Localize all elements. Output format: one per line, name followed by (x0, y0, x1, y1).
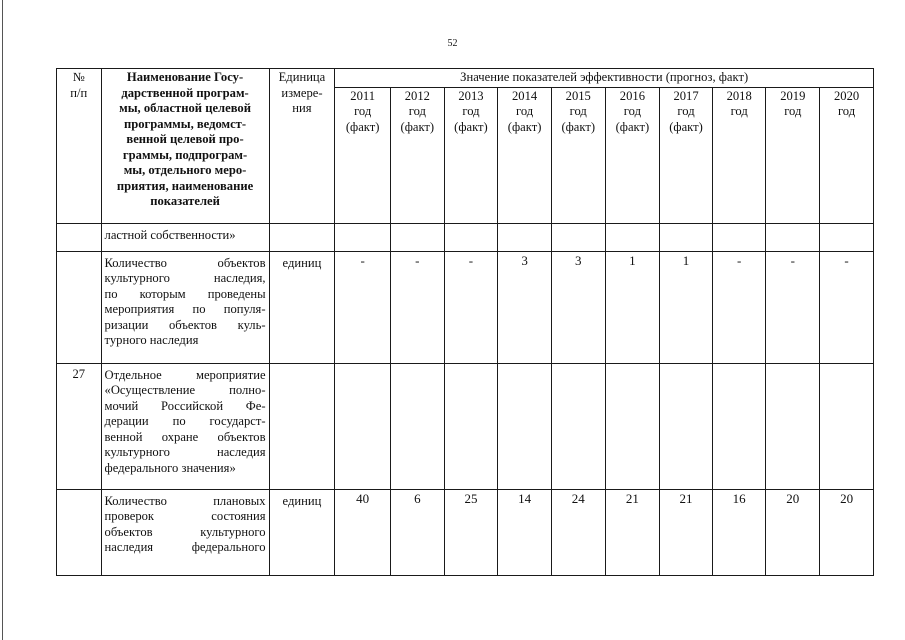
row-name-line: ризации объектов куль- (104, 317, 266, 332)
row-name-line: наследия федерального (104, 540, 266, 554)
row-value-cell (444, 363, 498, 489)
row-name-line: венной охране объектов (104, 429, 266, 444)
row-value-cell (660, 223, 713, 251)
year-header-note: (факт) (507, 119, 542, 134)
row-value-cell (660, 363, 713, 489)
row-value-cell (498, 223, 552, 251)
row-name-cell (101, 489, 269, 575)
year-header-2020 (820, 87, 874, 223)
year-header-2011 (335, 87, 391, 223)
row-name-line: культурного наследия (104, 445, 266, 459)
year-header-2016 (605, 87, 660, 223)
row-name-line: федерального значения» (104, 460, 236, 475)
row-value-cell (712, 223, 766, 251)
header-row-1 (57, 69, 874, 88)
year-header-note: (факт) (561, 119, 596, 134)
header-name-line: граммы, подпрограм- (122, 147, 248, 162)
year-header-note: (факт) (454, 119, 488, 134)
header-name-line: программы, ведомст- (124, 116, 247, 131)
row-value-cell (444, 223, 498, 251)
header-name-cell (101, 69, 269, 224)
table-row (57, 489, 874, 575)
row-value-cell: 1 (605, 251, 660, 363)
row-number-cell (57, 223, 102, 251)
row-value-cell (391, 223, 445, 251)
row-value-cell (766, 223, 820, 251)
row-name-line: мочий Российской Фе- (104, 398, 266, 413)
year-header-word: год (730, 104, 748, 118)
row-value-cell (498, 363, 552, 489)
year-header-word: год (462, 104, 480, 118)
row-value-cell (551, 223, 605, 251)
row-name-line: по которым проведены (104, 286, 266, 301)
year-header-note: (факт) (400, 119, 435, 134)
row-unit-cell (269, 223, 335, 251)
year-header-year: 2017 (673, 88, 699, 103)
year-header-word: год (408, 104, 426, 118)
row-name-line: дерации по государст- (104, 414, 266, 428)
year-header-year: 2016 (619, 88, 645, 103)
row-name-cell (101, 223, 269, 251)
year-header-word: год (784, 104, 802, 118)
indicators-table (56, 68, 874, 576)
row-name-line: Количество плановых (104, 493, 266, 508)
header-name-line: мы, областной целевой (119, 101, 251, 115)
row-value-cell: 3 (551, 251, 605, 363)
year-header-word: год (837, 104, 856, 118)
page-number: 52 (447, 38, 458, 49)
row-value-cell (551, 363, 605, 489)
year-header-note: (факт) (669, 119, 703, 134)
year-header-2015 (551, 87, 605, 223)
header-name-line: приятия, наименование (116, 178, 254, 193)
year-header-2013 (444, 87, 498, 223)
header-name-line: Наименование Госу- (126, 70, 244, 84)
row-value-cell: 21 (660, 489, 713, 575)
row-name-line: мероприятия по популя- (104, 302, 266, 316)
row-value-cell: 1 (660, 251, 713, 363)
year-header-year: 2018 (726, 88, 752, 103)
row-name-line: ластной собственности» (104, 227, 236, 242)
row-name-line: проверок состояния (104, 509, 266, 523)
row-value-cell (605, 363, 660, 489)
row-unit-cell: единиц (269, 489, 335, 575)
row-value-cell: - (335, 251, 391, 363)
header-group-title: Значение показателей эффективности (прогноз, факт) (335, 69, 874, 88)
header-unit-line: Единица (278, 70, 326, 84)
row-number-cell: 27 (57, 363, 102, 489)
table-row (57, 223, 874, 251)
row-value-cell (712, 363, 766, 489)
year-header-word: год (354, 104, 372, 118)
header-number-line: п/п (70, 85, 88, 100)
row-value-cell (335, 363, 391, 489)
row-name-line: Количество объектов (104, 255, 266, 270)
year-header-2014 (498, 87, 552, 223)
row-value-cell: 21 (605, 489, 660, 575)
page-left-edge (2, 0, 3, 640)
year-header-note: (факт) (345, 119, 380, 134)
year-header-year: 2012 (404, 88, 430, 103)
row-value-cell (391, 363, 445, 489)
header-name-line: мы, отдельного меро- (123, 163, 247, 177)
year-header-2012 (391, 87, 445, 223)
row-value-cell: 14 (498, 489, 552, 575)
row-value-cell (335, 223, 391, 251)
year-header-word: год (623, 104, 641, 118)
row-name-cell (101, 251, 269, 363)
year-header-year: 2020 (833, 88, 860, 103)
row-value-cell: 25 (444, 489, 498, 575)
year-header-2019 (766, 87, 820, 223)
row-value-cell: 3 (498, 251, 552, 363)
row-name-line: Отдельное мероприятие (104, 367, 266, 382)
row-name-line: «Осуществление полно- (104, 383, 266, 397)
row-value-cell (766, 363, 820, 489)
year-header-word: год (569, 104, 587, 118)
header-name-line: венной целевой про- (126, 132, 244, 146)
year-header-note: (факт) (615, 119, 650, 134)
year-header-year: 2015 (565, 88, 591, 103)
year-header-2017 (660, 87, 713, 223)
row-value-cell: 20 (766, 489, 820, 575)
header-unit-line: измере- (281, 85, 323, 100)
header-unit-cell (269, 69, 335, 224)
row-number-cell (57, 489, 102, 575)
table-row (57, 251, 874, 363)
row-value-cell: 6 (391, 489, 445, 575)
header-unit-line: ния (292, 101, 312, 115)
row-value-cell: - (820, 251, 874, 363)
year-header-year: 2014 (512, 88, 538, 103)
row-value-cell (820, 363, 874, 489)
row-value-cell: - (444, 251, 498, 363)
row-value-cell (605, 223, 660, 251)
header-number-cell (57, 69, 102, 224)
row-value-cell: 40 (335, 489, 391, 575)
row-value-cell: - (391, 251, 445, 363)
row-value-cell: - (712, 251, 766, 363)
year-header-2018 (712, 87, 766, 223)
row-name-cell (101, 363, 269, 489)
row-name-line: турного наследия (104, 333, 199, 347)
row-value-cell (820, 223, 874, 251)
year-header-year: 2013 (458, 88, 484, 103)
year-header-word: год (516, 104, 534, 118)
year-header-word: год (677, 104, 695, 118)
row-value-cell: - (766, 251, 820, 363)
header-number-line: № (72, 70, 85, 84)
row-unit-cell (269, 363, 335, 489)
row-value-cell: 20 (820, 489, 874, 575)
row-value-cell: 24 (551, 489, 605, 575)
row-name-line: объектов культурного (104, 524, 266, 539)
row-name-line: культурного наследия, (104, 271, 266, 285)
year-header-year: 2019 (780, 88, 806, 103)
table-row (57, 363, 874, 489)
header-name-line: показателей (150, 194, 220, 208)
row-number-cell (57, 251, 102, 363)
row-unit-cell: единиц (269, 251, 335, 363)
row-value-cell: 16 (712, 489, 766, 575)
year-header-year: 2011 (350, 88, 376, 103)
header-name-line: дарственной програм- (121, 85, 249, 100)
